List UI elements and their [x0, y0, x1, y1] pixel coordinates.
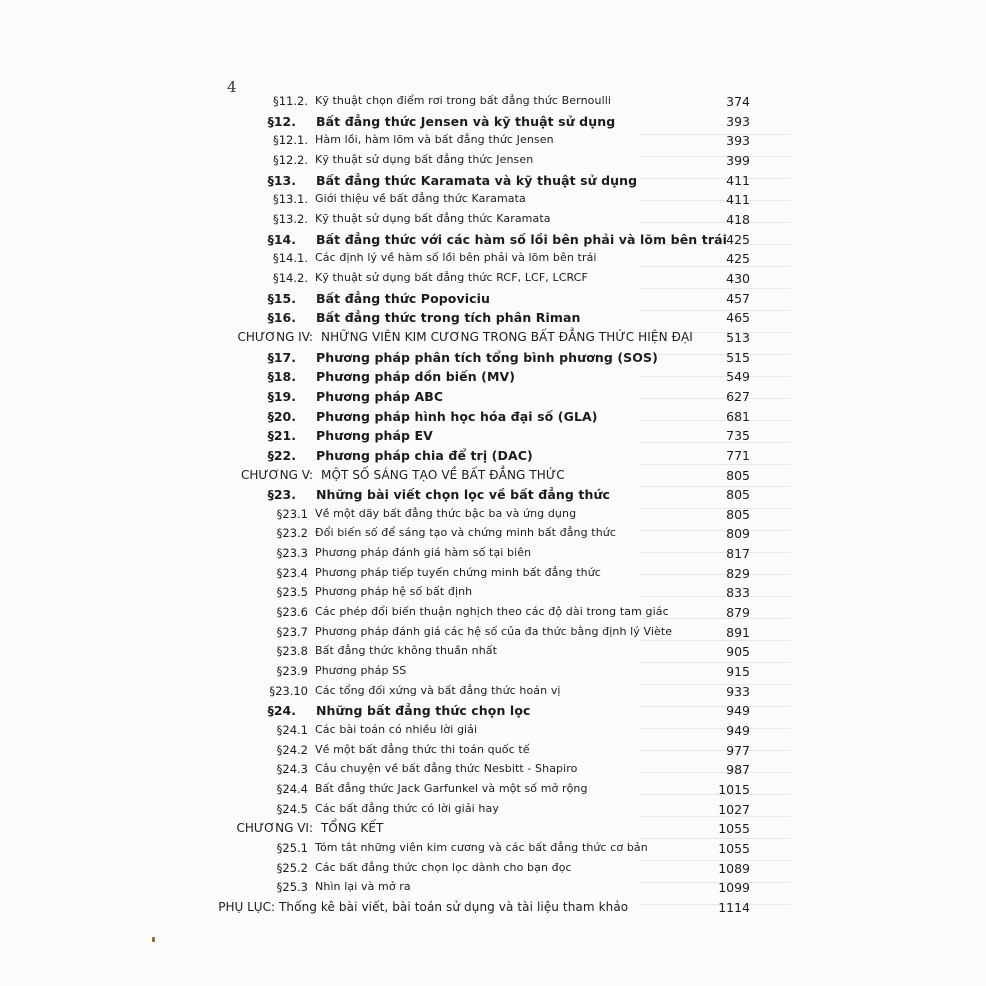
toc-entry-title: MỘT SỐ SÁNG TẠO VỀ BẤT ĐẲNG THỨC — [321, 467, 565, 482]
toc-entry-page: 1015 — [718, 782, 750, 798]
toc-entry-title: Các bất đẳng thức chọn lọc dành cho bạn đọc — [315, 860, 572, 874]
toc-entry-page: 1114 — [718, 900, 750, 915]
toc-entry-number: §18. — [267, 369, 296, 385]
toc-entry-page: 905 — [726, 644, 750, 660]
toc-entry-title: Kỹ thuật chọn điểm rơi trong bất đẳng thức Bernoulli — [315, 94, 612, 107]
toc-entry-number: §13.1. — [272, 192, 308, 207]
toc-entry-number: CHƯƠNG IV: — [237, 329, 313, 344]
toc-entry-page: 393 — [726, 133, 750, 149]
toc-entry-page: 457 — [726, 290, 750, 306]
toc-entry-page: 425 — [726, 251, 750, 267]
toc-entry-page: 430 — [726, 270, 750, 286]
toc-entry-number: §21. — [267, 428, 296, 444]
toc-entry-number: §24. — [267, 703, 296, 719]
toc-entry-title: Tóm tắt những viên kim cương và các bất đẳng thức cơ bản — [315, 841, 648, 855]
toc-entry-page: 1027 — [718, 801, 750, 817]
toc-entry-number: §13. — [267, 172, 296, 188]
toc-entry-title: Giới thiệu về bất đẳng thức Karamata — [315, 192, 526, 206]
toc-entry-page: 374 — [726, 94, 750, 109]
toc-entry-title: Bất đẳng thức Jack Garfunkel và một số mở rộng — [315, 782, 588, 796]
toc-entry-title: Thống kê bài viết, bài toán sử dụng và tài liệu tham khảo — [279, 900, 629, 914]
toc-entry-page: 393 — [726, 113, 750, 129]
toc-entry-title: Các bất đẳng thức có lời giải hay — [315, 801, 499, 815]
toc-entry-title: Bất đẳng thức không thuần nhất — [315, 644, 498, 658]
toc-entry-title: Bất đẳng thức trong tích phân Riman — [316, 310, 581, 326]
toc-entry-number: §20. — [267, 408, 296, 424]
toc-entry-number: §23.5 — [276, 585, 308, 600]
toc-entry-page: 735 — [726, 428, 750, 444]
toc-entry-page: 411 — [726, 172, 750, 188]
toc-entry-title: Kỹ thuật sử dụng bất đẳng thức Karamata — [315, 211, 551, 225]
toc-entry-number: §17. — [267, 349, 296, 365]
toc-entry-number: §24.3 — [276, 762, 308, 777]
toc-entry-number: §24.2 — [276, 742, 308, 757]
toc-entry-title: Kỹ thuật sử dụng bất đẳng thức RCF, LCF, LCRCF — [315, 270, 588, 284]
toc-entry-title: Bất đẳng thức Jensen và kỹ thuật sử dụng — [316, 113, 616, 129]
toc-entry-title: Các tổng đối xứng và bất đẳng thức hoán vị — [315, 683, 561, 697]
toc-entry-page: 549 — [726, 369, 750, 385]
toc-entry-number: §25.2 — [276, 860, 308, 875]
toc-entry-page: 515 — [726, 349, 750, 365]
toc-entry-page: 949 — [726, 723, 750, 739]
toc-entry-page: 829 — [726, 565, 750, 581]
toc-entry-page: 399 — [726, 152, 750, 168]
toc-entry-page: 1089 — [718, 860, 750, 876]
toc-entry-title: Bất đẳng thức với các hàm số lồi bên phải và lõm bên trái — [316, 231, 727, 247]
toc-entry-title: Những bài viết chọn lọc về bất đẳng thức — [316, 487, 610, 503]
toc-entry-number: §23.2 — [276, 526, 308, 541]
toc-entry-number: §24.5 — [276, 801, 308, 816]
toc-entry-number: §23.3 — [276, 546, 308, 561]
toc-entry-title: Về một bất đẳng thức thi toán quốc tế — [315, 742, 530, 756]
toc-entry-number: §23.7 — [276, 624, 308, 639]
toc-entry-number: PHỤ LỤC: — [218, 900, 275, 914]
toc-entry-title: Nhìn lại và mở ra — [315, 880, 411, 894]
toc-entry-page: 513 — [726, 329, 750, 345]
toc-entry-page: 805 — [726, 506, 750, 522]
toc-entry-title: NHỮNG VIÊN KIM CƯƠNG TRONG BẤT ĐẲNG THỨC HIỆN ĐẠI — [321, 329, 693, 344]
toc-entry-number: CHƯƠNG V: — [240, 467, 313, 482]
toc-entry-number: §12.1. — [272, 133, 308, 148]
toc-entry-page: 425 — [726, 231, 750, 247]
toc-entry-number: §22. — [267, 447, 296, 463]
toc-entry-title: Phương pháp chia để trị (DAC) — [316, 447, 533, 463]
toc-entry-number: §25.3 — [276, 880, 308, 895]
toc-entry-page: 915 — [726, 664, 750, 680]
toc-entry-page: 681 — [726, 408, 750, 424]
toc-entry-page: 833 — [726, 585, 750, 601]
toc-entry-title: Các định lý về hàm số lồi bên phải và lõm bên trái — [315, 251, 597, 265]
toc-entry-page: 809 — [726, 526, 750, 542]
toc-entry-title: Phương pháp đánh giá các hệ số của đa thức bằng định lý Viète — [315, 624, 673, 638]
toc-entry-title: Phương pháp hình học hóa đại số (GLA) — [316, 408, 598, 424]
toc-entry-title: Bất đẳng thức Popoviciu — [316, 290, 491, 306]
toc-entry-number: §24.1 — [276, 723, 308, 738]
toc-entry-page: 933 — [726, 683, 750, 699]
toc-entry-number: §23.4 — [276, 565, 308, 580]
toc-entry-number: §12. — [267, 113, 296, 129]
toc-entry-page: 771 — [726, 447, 750, 463]
toc-entry-title: Về một dãy bất đẳng thức bậc ba và ứng dụng — [315, 506, 577, 520]
toc-entry-title: Bất đẳng thức Karamata và kỹ thuật sử dụng — [316, 172, 638, 188]
toc-entry-title: Phương pháp SS — [315, 664, 407, 678]
toc-entry-page: 805 — [726, 467, 750, 483]
toc-entry-page: 879 — [726, 605, 750, 621]
toc-entry-title: Các bài toán có nhiều lời giải — [315, 723, 478, 737]
toc-entry-title: Phương pháp ABC — [316, 388, 444, 404]
toc-entry-page: 817 — [726, 546, 750, 562]
toc-entry-title: TỔNG KẾT — [321, 821, 384, 836]
toc-entry-number: §14.2. — [272, 270, 308, 285]
toc-entry-number: §23.8 — [276, 644, 308, 659]
toc-entry-number: §13.2. — [272, 211, 308, 226]
toc-entry-title: Phương pháp EV — [316, 428, 433, 444]
toc-entry-title: Hàm lồi, hàm lõm và bất đẳng thức Jensen — [315, 133, 554, 147]
toc-entry-title: Phương pháp phân tích tổng bình phương (SOS) — [316, 349, 658, 365]
toc-entry-number: §16. — [267, 310, 296, 326]
toc-entry-number: §23.1 — [276, 506, 308, 521]
toc-entry-title: Những bất đẳng thức chọn lọc — [316, 703, 531, 719]
toc-entry-page: 465 — [726, 310, 750, 326]
toc-entry-page: 949 — [726, 703, 750, 719]
toc-entry-number: §24.4 — [276, 782, 308, 797]
toc-entry-title: Phương pháp tiếp tuyến chứng minh bất đẳng thức — [315, 565, 601, 579]
toc-entry-number: CHƯƠNG VI: — [236, 821, 313, 836]
toc-entry-page: 987 — [726, 762, 750, 778]
toc-entry-number: §14. — [267, 231, 296, 247]
toc-entry-page: 411 — [726, 192, 750, 208]
toc-entry-page: 418 — [726, 211, 750, 227]
toc-entry-number: §15. — [267, 290, 296, 306]
toc-entry-page: 1055 — [718, 821, 750, 837]
toc-entry-number: §14.1. — [272, 251, 308, 266]
toc-entry-title: Phương pháp đánh giá hàm số tại biên — [315, 546, 532, 560]
toc-entry-number: §12.2. — [272, 152, 308, 167]
toc-entry-title: Phương pháp hệ số bất định — [315, 585, 473, 599]
toc-entry-title: Kỹ thuật sử dụng bất đẳng thức Jensen — [315, 152, 534, 166]
toc-entry-number: §25.1 — [276, 841, 308, 856]
toc-entry-page: 1055 — [718, 841, 750, 857]
toc-entry-number: §19. — [267, 388, 296, 404]
toc-entry-title: Các phép đổi biến thuận nghịch theo các độ dài trong tam giác — [315, 605, 669, 619]
page-number: 4 — [227, 78, 237, 96]
toc-entry-page: 1099 — [718, 880, 750, 896]
toc-entry-title: Câu chuyện về bất đẳng thức Nesbitt - Shapiro — [315, 762, 578, 776]
toc-entry-number: §23.6 — [276, 605, 308, 620]
toc-entry-title: Đổi biến số để sáng tạo và chứng minh bất đẳng thức — [315, 526, 616, 540]
toc-entry-page: 627 — [726, 388, 750, 404]
toc-entry-page: 805 — [726, 487, 750, 503]
toc-entry-number: §11.2. — [272, 94, 308, 108]
toc-entry-number: §23. — [267, 487, 296, 503]
toc-entry-number: §23.10 — [269, 683, 308, 698]
toc-entry-title: Phương pháp dồn biến (MV) — [316, 369, 516, 385]
toc-entry-number: §23.9 — [276, 664, 308, 679]
toc-entry-page: 977 — [726, 742, 750, 758]
toc-entry-page: 891 — [726, 624, 750, 640]
toc-entry — [0, 900, 986, 922]
